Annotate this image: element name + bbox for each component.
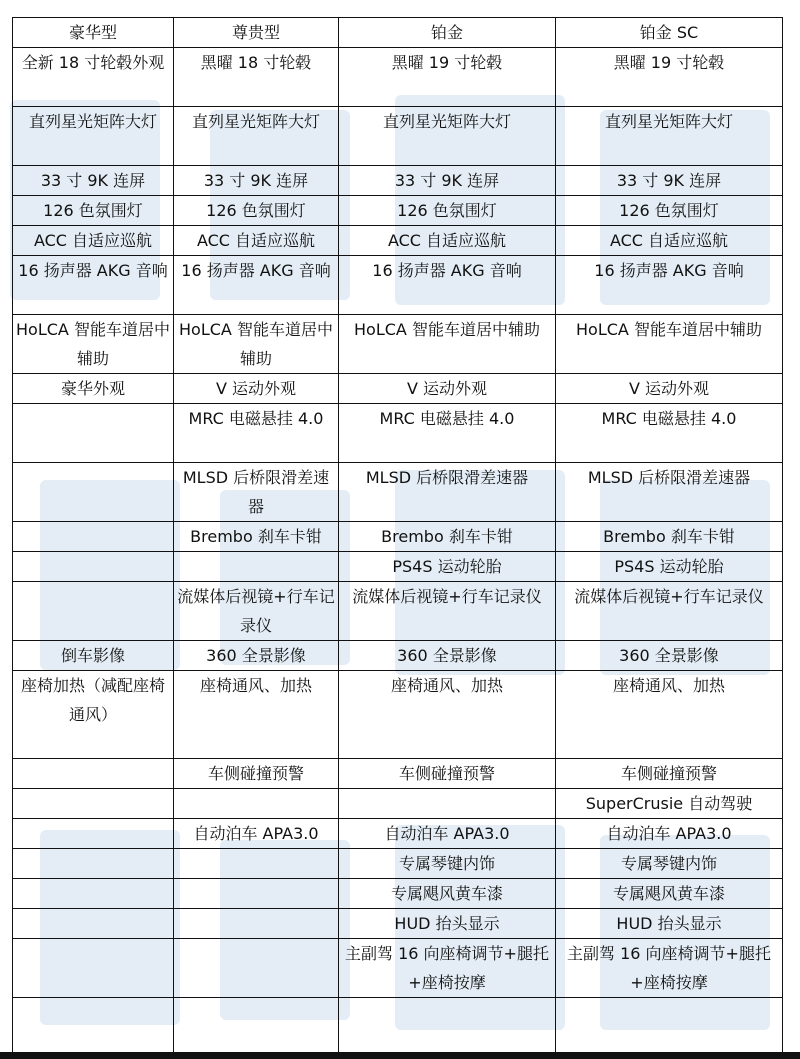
table-cell: 直列星光矩阵大灯 — [13, 107, 174, 166]
table-cell: 座椅通风、加热 — [174, 671, 339, 759]
table-row — [13, 522, 783, 552]
table-cell: 126 色氛围灯 — [13, 196, 174, 226]
table-cell: 黑曜 19 寸轮毂 — [556, 48, 783, 107]
table-cell: PS4S 运动轮胎 — [339, 552, 556, 582]
table-cell — [13, 849, 174, 879]
table-cell: HoLCA 智能车道居中辅助 — [174, 315, 339, 374]
table-cell — [174, 789, 339, 819]
table-cell: HUD 抬头显示 — [556, 909, 783, 939]
table-cell: 座椅通风、加热 — [339, 671, 556, 759]
table-cell: 33 寸 9K 连屏 — [174, 166, 339, 196]
table-cell: MRC 电磁悬挂 4.0 — [556, 404, 783, 463]
table-cell — [174, 849, 339, 879]
table-cell: 车侧碰撞预警 — [339, 759, 556, 789]
table-cell: V 运动外观 — [339, 374, 556, 404]
table-row — [13, 552, 783, 582]
table-cell: PS4S 运动轮胎 — [556, 552, 783, 582]
table-row — [13, 226, 783, 256]
table-cell — [556, 998, 783, 1056]
table-row — [13, 819, 783, 849]
table-cell: ACC 自适应巡航 — [556, 226, 783, 256]
table-cell — [174, 909, 339, 939]
table-cell: MLSD 后桥限滑差速器 — [174, 463, 339, 522]
table-cell: 126 色氛围灯 — [556, 196, 783, 226]
table-cell — [339, 998, 556, 1056]
table-row — [13, 909, 783, 939]
table-cell: 黑曜 18 寸轮毂 — [174, 48, 339, 107]
table-cell — [13, 909, 174, 939]
table-cell: 360 全景影像 — [556, 641, 783, 671]
table-cell — [13, 552, 174, 582]
table-cell: 自动泊车 APA3.0 — [339, 819, 556, 849]
table-cell — [13, 582, 174, 641]
table-cell: 流媒体后视镜+行车记录仪 — [174, 582, 339, 641]
table-cell: Brembo 刹车卡钳 — [339, 522, 556, 552]
table-cell — [13, 998, 174, 1056]
table-cell: 126 色氛围灯 — [339, 196, 556, 226]
table-cell: 33 寸 9K 连屏 — [13, 166, 174, 196]
table-cell: 16 扬声器 AKG 音响 — [556, 256, 783, 315]
table-cell: 黑曜 19 寸轮毂 — [339, 48, 556, 107]
table-cell: ACC 自适应巡航 — [13, 226, 174, 256]
table-cell: V 运动外观 — [556, 374, 783, 404]
table-cell: 33 寸 9K 连屏 — [339, 166, 556, 196]
header-cell: 铂金 SC — [556, 18, 783, 48]
table-cell: 主副驾 16 向座椅调节+腿托+座椅按摩 — [556, 939, 783, 998]
table-cell: 豪华外观 — [13, 374, 174, 404]
table-cell: 座椅通风、加热 — [556, 671, 783, 759]
table-cell — [174, 998, 339, 1056]
table-cell — [13, 463, 174, 522]
table-row — [13, 671, 783, 759]
table-cell: 车侧碰撞预警 — [174, 759, 339, 789]
table-header-row — [13, 18, 783, 48]
table-row — [13, 641, 783, 671]
table-cell: 流媒体后视镜+行车记录仪 — [339, 582, 556, 641]
table-row — [13, 374, 783, 404]
table-cell: HoLCA 智能车道居中辅助 — [339, 315, 556, 374]
table-row — [13, 879, 783, 909]
table-cell: 车侧碰撞预警 — [556, 759, 783, 789]
bottom-border-bar — [0, 1052, 800, 1059]
table-cell: 16 扬声器 AKG 音响 — [339, 256, 556, 315]
header-cell: 豪华型 — [13, 18, 174, 48]
table-row — [13, 404, 783, 463]
table-cell — [174, 552, 339, 582]
table-body — [13, 18, 783, 1056]
table-cell: 专属飓风黄车漆 — [556, 879, 783, 909]
table-row-empty — [13, 998, 783, 1056]
table-row — [13, 166, 783, 196]
table-cell: 360 全景影像 — [174, 641, 339, 671]
table-cell: 专属琴键内饰 — [556, 849, 783, 879]
table-cell: 16 扬声器 AKG 音响 — [174, 256, 339, 315]
table-cell — [13, 404, 174, 463]
table-cell: 专属琴键内饰 — [339, 849, 556, 879]
table-row — [13, 48, 783, 107]
header-cell: 铂金 — [339, 18, 556, 48]
table-cell — [13, 522, 174, 552]
table-cell: HoLCA 智能车道居中辅助 — [13, 315, 174, 374]
table-cell: 全新 18 寸轮毂外观 — [13, 48, 174, 107]
table-cell: V 运动外观 — [174, 374, 339, 404]
table-cell — [174, 879, 339, 909]
table-cell — [13, 759, 174, 789]
table-cell: 33 寸 9K 连屏 — [556, 166, 783, 196]
table-row — [13, 939, 783, 998]
table-cell: ACC 自适应巡航 — [339, 226, 556, 256]
table-cell — [339, 789, 556, 819]
table-cell: HoLCA 智能车道居中辅助 — [556, 315, 783, 374]
table-cell: MLSD 后桥限滑差速器 — [556, 463, 783, 522]
table-cell: 126 色氛围灯 — [174, 196, 339, 226]
table-cell: Brembo 刹车卡钳 — [174, 522, 339, 552]
table-row — [13, 789, 783, 819]
table-row — [13, 196, 783, 226]
table-cell: 倒车影像 — [13, 641, 174, 671]
table-cell: 360 全景影像 — [339, 641, 556, 671]
table-cell: HUD 抬头显示 — [339, 909, 556, 939]
table-cell: 自动泊车 APA3.0 — [174, 819, 339, 849]
table-row — [13, 256, 783, 315]
table-cell: 座椅加热（减配座椅通风） — [13, 671, 174, 759]
table-cell — [13, 939, 174, 998]
table-row — [13, 582, 783, 641]
table-cell: 16 扬声器 AKG 音响 — [13, 256, 174, 315]
table-row — [13, 759, 783, 789]
header-cell: 尊贵型 — [174, 18, 339, 48]
table-cell: 主副驾 16 向座椅调节+腿托+座椅按摩 — [339, 939, 556, 998]
table-row — [13, 315, 783, 374]
table-cell: SuperCrusie 自动驾驶 — [556, 789, 783, 819]
table-cell: MLSD 后桥限滑差速器 — [339, 463, 556, 522]
trim-comparison-table — [12, 17, 783, 1056]
table-cell: MRC 电磁悬挂 4.0 — [174, 404, 339, 463]
table-cell: 直列星光矩阵大灯 — [174, 107, 339, 166]
table-cell: ACC 自适应巡航 — [174, 226, 339, 256]
table-cell — [174, 939, 339, 998]
table-cell: 流媒体后视镜+行车记录仪 — [556, 582, 783, 641]
table-cell: Brembo 刹车卡钳 — [556, 522, 783, 552]
table-cell: 直列星光矩阵大灯 — [556, 107, 783, 166]
table-row — [13, 107, 783, 166]
table-cell — [13, 789, 174, 819]
table-cell: 直列星光矩阵大灯 — [339, 107, 556, 166]
table-cell — [13, 879, 174, 909]
table-row — [13, 849, 783, 879]
table-cell — [13, 819, 174, 849]
table-row — [13, 463, 783, 522]
table-cell: MRC 电磁悬挂 4.0 — [339, 404, 556, 463]
table-cell: 自动泊车 APA3.0 — [556, 819, 783, 849]
table-cell: 专属飓风黄车漆 — [339, 879, 556, 909]
